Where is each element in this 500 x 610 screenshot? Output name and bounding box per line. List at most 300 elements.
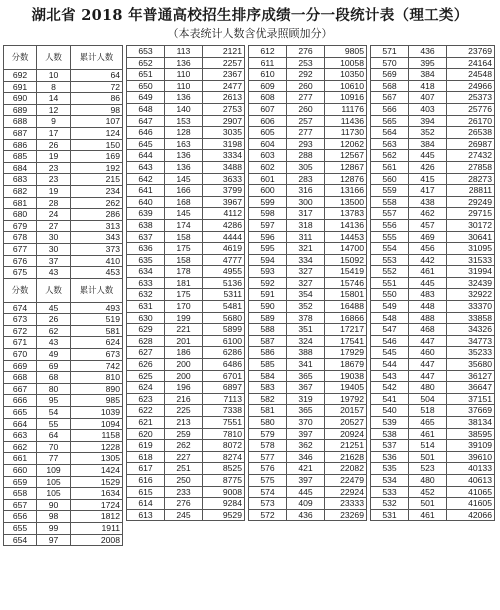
table-row — [371, 138, 495, 150]
cumulative-cell: 11176 — [325, 103, 367, 115]
score-cell: 591 — [249, 289, 287, 301]
cumulative-cell: 25373 — [447, 92, 495, 104]
table-row — [249, 498, 367, 510]
score-cell: 617 — [127, 463, 165, 475]
score-cell: 633 — [127, 277, 165, 289]
table-row — [4, 465, 123, 477]
score-cell: 613 — [127, 509, 165, 521]
count-cell: 23 — [37, 162, 71, 174]
score-cell: 619 — [127, 440, 165, 452]
score-cell: 662 — [4, 441, 37, 453]
table-row — [249, 440, 367, 452]
count-cell: 277 — [287, 127, 325, 139]
score-cell: 679 — [4, 220, 37, 232]
cumulative-cell: 累计人数 — [71, 278, 123, 302]
cumulative-cell: 1305 — [71, 453, 123, 465]
score-cell: 535 — [371, 463, 409, 475]
cumulative-cell: 20924 — [325, 428, 367, 440]
cumulative-cell: 35233 — [447, 347, 495, 359]
table-row — [127, 509, 245, 521]
count-cell: 461 — [409, 509, 447, 521]
score-cell: 625 — [127, 370, 165, 382]
cumulative-cell: 14136 — [325, 219, 367, 231]
count-cell: 136 — [165, 92, 203, 104]
cumulative-cell: 98 — [71, 104, 123, 116]
cumulative-cell: 13783 — [325, 208, 367, 220]
score-cell: 675 — [4, 267, 37, 279]
cumulative-cell: 4112 — [203, 208, 245, 220]
table-row — [371, 463, 495, 475]
table-row — [371, 103, 495, 115]
count-cell: 95 — [37, 395, 71, 407]
page-subtitle: （本表统计人数含优录照顾加分） — [167, 27, 333, 40]
cumulative-cell: 1911 — [71, 522, 123, 534]
cumulative-cell: 12867 — [325, 161, 367, 173]
count-cell: 80 — [37, 383, 71, 395]
table-row — [371, 382, 495, 394]
table-row — [127, 498, 245, 510]
table-row — [4, 243, 123, 255]
table-row — [127, 69, 245, 81]
score-cell: 563 — [371, 138, 409, 150]
score-cell: 605 — [249, 127, 287, 139]
table-row — [371, 196, 495, 208]
count-cell: 334 — [287, 254, 325, 266]
cumulative-cell: 581 — [71, 325, 123, 337]
count-cell: 421 — [287, 463, 325, 475]
table-row — [127, 266, 245, 278]
count-cell: 370 — [287, 417, 325, 429]
table-row — [371, 405, 495, 417]
cumulative-cell: 15419 — [325, 266, 367, 278]
cumulative-cell: 10610 — [325, 80, 367, 92]
cumulative-cell: 26170 — [447, 115, 495, 127]
score-cell: 650 — [127, 80, 165, 92]
table-row — [127, 428, 245, 440]
table-row — [249, 57, 367, 69]
table-row — [4, 197, 123, 209]
table-row — [127, 463, 245, 475]
table-row — [249, 451, 367, 463]
count-cell: 311 — [287, 231, 325, 243]
count-cell: 227 — [165, 451, 203, 463]
table-row — [249, 254, 367, 266]
cumulative-cell: 5899 — [203, 324, 245, 336]
cumulative-cell: 169 — [71, 151, 123, 163]
score-cell: 606 — [249, 115, 287, 127]
header-count: 人数 — [37, 46, 71, 70]
cumulative-cell: 9805 — [325, 46, 367, 58]
count-cell: 300 — [287, 196, 325, 208]
table-row — [371, 301, 495, 313]
table-row — [127, 254, 245, 266]
cumulative-cell: 37151 — [447, 393, 495, 405]
cumulative-cell: 4444 — [203, 231, 245, 243]
score-cell: 680 — [4, 209, 37, 221]
count-cell: 140 — [165, 103, 203, 115]
count-cell: 488 — [409, 312, 447, 324]
count-cell: 260 — [287, 103, 325, 115]
score-cell: 582 — [249, 393, 287, 405]
count-cell: 128 — [165, 127, 203, 139]
score-cell: 593 — [249, 266, 287, 278]
cumulative-cell: 13500 — [325, 196, 367, 208]
cumulative-cell: 40613 — [447, 474, 495, 486]
score-cell: 559 — [371, 185, 409, 197]
table-row — [249, 185, 367, 197]
table-row — [4, 488, 123, 500]
count-cell: 445 — [409, 277, 447, 289]
count-cell: 17 — [37, 127, 71, 139]
cumulative-cell: 343 — [71, 232, 123, 244]
table-row — [4, 151, 123, 163]
count-cell: 69 — [37, 360, 71, 372]
score-cell: 651 — [127, 69, 165, 81]
cumulative-cell: 27858 — [447, 161, 495, 173]
count-cell: 136 — [165, 161, 203, 173]
count-cell: 460 — [409, 347, 447, 359]
cumulative-cell: 13166 — [325, 185, 367, 197]
count-cell: 181 — [165, 277, 203, 289]
count-cell: 341 — [287, 359, 325, 371]
score-cell: 620 — [127, 428, 165, 440]
cumulative-cell: 1724 — [71, 499, 123, 511]
score-cell: 663 — [4, 430, 37, 442]
score-cell: 638 — [127, 219, 165, 231]
count-cell: 260 — [287, 80, 325, 92]
table-row — [127, 115, 245, 127]
count-cell: 55 — [37, 418, 71, 430]
count-cell: 319 — [287, 393, 325, 405]
table-row — [4, 81, 123, 93]
score-cell: 623 — [127, 393, 165, 405]
table-row — [249, 289, 367, 301]
table-row — [371, 486, 495, 498]
count-cell: 378 — [287, 312, 325, 324]
count-cell: 501 — [409, 498, 447, 510]
count-cell: 253 — [287, 57, 325, 69]
score-cell: 642 — [127, 173, 165, 185]
table-row — [4, 314, 123, 326]
table-row — [4, 325, 123, 337]
cumulative-cell: 493 — [71, 302, 123, 314]
cumulative-cell: 26987 — [447, 138, 495, 150]
table-row — [249, 46, 367, 58]
cumulative-cell: 3967 — [203, 196, 245, 208]
count-cell: 145 — [165, 208, 203, 220]
score-cell: 592 — [249, 277, 287, 289]
score-cell: 557 — [371, 208, 409, 220]
table-row — [249, 277, 367, 289]
score-cell: 678 — [4, 232, 37, 244]
table-row — [127, 127, 245, 139]
count-cell: 462 — [409, 208, 447, 220]
table-row — [4, 116, 123, 128]
cumulative-cell: 38595 — [447, 428, 495, 440]
table-row — [371, 428, 495, 440]
header-cumulative: 累计人数 — [71, 46, 123, 70]
cumulative-cell: 107 — [71, 116, 123, 128]
cumulative-cell: 31533 — [447, 254, 495, 266]
score-cell: 576 — [249, 463, 287, 475]
table-row — [371, 150, 495, 162]
score-cell: 683 — [4, 174, 37, 186]
score-cell: 687 — [4, 127, 37, 139]
cumulative-cell: 29249 — [447, 196, 495, 208]
cumulative-cell: 12567 — [325, 150, 367, 162]
count-cell: 262 — [165, 440, 203, 452]
cumulative-cell: 192 — [71, 162, 123, 174]
cumulative-cell: 5680 — [203, 312, 245, 324]
cumulative-cell: 21251 — [325, 440, 367, 452]
count-cell: 37 — [37, 255, 71, 267]
table-row — [371, 92, 495, 104]
score-cell: 686 — [4, 139, 37, 151]
cumulative-cell: 1529 — [71, 476, 123, 488]
score-cell: 533 — [371, 486, 409, 498]
count-cell: 504 — [409, 393, 447, 405]
table-row — [4, 407, 123, 419]
score-cell: 649 — [127, 92, 165, 104]
score-cell: 621 — [127, 417, 165, 429]
count-cell: 27 — [37, 220, 71, 232]
header-row — [4, 46, 123, 70]
count-cell: 327 — [287, 277, 325, 289]
score-cell: 552 — [371, 266, 409, 278]
score-cell: 540 — [371, 405, 409, 417]
table-row — [249, 405, 367, 417]
cumulative-cell: 8274 — [203, 451, 245, 463]
count-cell: 9 — [37, 116, 71, 128]
count-cell: 483 — [409, 289, 447, 301]
count-cell: 225 — [165, 405, 203, 417]
count-cell: 324 — [287, 335, 325, 347]
count-cell: 426 — [409, 161, 447, 173]
table-row — [127, 440, 245, 452]
count-cell: 461 — [409, 428, 447, 440]
score-cell: 532 — [371, 498, 409, 510]
cumulative-cell: 985 — [71, 395, 123, 407]
score-cell: 640 — [127, 196, 165, 208]
table-row — [127, 324, 245, 336]
count-cell: 105 — [37, 476, 71, 488]
table-row — [127, 451, 245, 463]
cumulative-cell: 35680 — [447, 359, 495, 371]
cumulative-cell: 23769 — [447, 46, 495, 58]
score-cell: 631 — [127, 301, 165, 313]
score-cell: 641 — [127, 185, 165, 197]
cumulative-cell: 9529 — [203, 509, 245, 521]
table-row — [249, 92, 367, 104]
table-row — [4, 174, 123, 186]
cumulative-cell: 742 — [71, 360, 123, 372]
table-row — [249, 127, 367, 139]
table-row — [371, 498, 495, 510]
cumulative-cell: 32439 — [447, 277, 495, 289]
score-cell: 542 — [371, 382, 409, 394]
table-row — [127, 301, 245, 313]
cumulative-cell: 16866 — [325, 312, 367, 324]
table-row — [4, 232, 123, 244]
table-row — [4, 337, 123, 349]
score-cell: 543 — [371, 370, 409, 382]
score-cell: 614 — [127, 498, 165, 510]
cumulative-cell: 3633 — [203, 173, 245, 185]
score-cell: 643 — [127, 161, 165, 173]
score-cell: 682 — [4, 185, 37, 197]
cumulative-cell: 1094 — [71, 418, 123, 430]
score-cell: 587 — [249, 335, 287, 347]
cumulative-cell: 2753 — [203, 103, 245, 115]
score-cell: 571 — [371, 46, 409, 58]
score-cell: 562 — [371, 150, 409, 162]
count-cell: 316 — [287, 185, 325, 197]
count-cell: 442 — [409, 254, 447, 266]
score-cell: 656 — [4, 511, 37, 523]
cumulative-cell: 1039 — [71, 407, 123, 419]
table-row — [4, 93, 123, 105]
count-cell: 158 — [165, 254, 203, 266]
table-row — [249, 69, 367, 81]
score-cell: 654 — [4, 534, 37, 546]
score-cell: 691 — [4, 81, 37, 93]
cumulative-cell: 64 — [71, 70, 123, 82]
score-cell: 673 — [4, 314, 37, 326]
table-row — [371, 161, 495, 173]
cumulative-cell: 37669 — [447, 405, 495, 417]
table-row — [4, 383, 123, 395]
cumulative-cell: 39109 — [447, 440, 495, 452]
cumulative-cell: 40133 — [447, 463, 495, 475]
score-cell: 690 — [4, 93, 37, 105]
cumulative-cell: 24966 — [447, 80, 495, 92]
score-cell: 580 — [249, 417, 287, 429]
table-row — [249, 428, 367, 440]
score-cell: 584 — [249, 370, 287, 382]
count-cell: 250 — [165, 474, 203, 486]
score-cell: 684 — [4, 162, 37, 174]
cumulative-cell: 20157 — [325, 405, 367, 417]
count-cell: 447 — [409, 359, 447, 371]
table-row — [4, 139, 123, 151]
count-cell: 110 — [165, 80, 203, 92]
count-cell: 200 — [165, 359, 203, 371]
score-cell: 555 — [371, 231, 409, 243]
count-cell: 68 — [37, 372, 71, 384]
cumulative-cell: 2257 — [203, 57, 245, 69]
score-cell: 604 — [249, 138, 287, 150]
table-row — [371, 46, 495, 58]
table-row — [4, 372, 123, 384]
cumulative-cell: 6486 — [203, 359, 245, 371]
score-cell: 653 — [127, 46, 165, 58]
count-cell: 174 — [165, 219, 203, 231]
count-cell: 136 — [165, 57, 203, 69]
table-row — [249, 324, 367, 336]
table-row — [371, 57, 495, 69]
cumulative-cell: 6100 — [203, 335, 245, 347]
cumulative-cell: 19038 — [325, 370, 367, 382]
table-row — [4, 349, 123, 361]
count-cell: 445 — [287, 486, 325, 498]
cumulative-cell: 31095 — [447, 243, 495, 255]
count-cell: 277 — [287, 92, 325, 104]
table-row — [249, 417, 367, 429]
cumulative-cell: 9008 — [203, 486, 245, 498]
table-row — [371, 208, 495, 220]
table-row — [4, 127, 123, 139]
table-row — [371, 359, 495, 371]
table-row — [127, 370, 245, 382]
table-row — [127, 173, 245, 185]
cumulative-cell: 11436 — [325, 115, 367, 127]
count-cell: 28 — [37, 197, 71, 209]
count-cell: 384 — [409, 69, 447, 81]
cumulative-cell: 30641 — [447, 231, 495, 243]
table-row — [371, 324, 495, 336]
count-cell: 178 — [165, 266, 203, 278]
cumulative-cell: 15092 — [325, 254, 367, 266]
count-cell: 293 — [287, 138, 325, 150]
score-cell: 658 — [4, 488, 37, 500]
count-cell: 105 — [37, 488, 71, 500]
score-cell: 594 — [249, 254, 287, 266]
score-cell: 671 — [4, 337, 37, 349]
cumulative-cell: 33370 — [447, 301, 495, 313]
score-cell: 558 — [371, 196, 409, 208]
score-cell: 639 — [127, 208, 165, 220]
score-cell: 647 — [127, 115, 165, 127]
cumulative-cell: 7810 — [203, 428, 245, 440]
cumulative-cell: 19405 — [325, 382, 367, 394]
score-cell: 664 — [4, 418, 37, 430]
count-cell: 318 — [287, 219, 325, 231]
count-cell: 97 — [37, 534, 71, 546]
score-cell: 561 — [371, 161, 409, 173]
count-cell: 292 — [287, 69, 325, 81]
score-cell: 600 — [249, 185, 287, 197]
score-cell: 669 — [4, 360, 37, 372]
score-cell: 688 — [4, 116, 37, 128]
table-row — [371, 440, 495, 452]
cumulative-cell: 25776 — [447, 103, 495, 115]
count-cell: 395 — [409, 57, 447, 69]
table-row — [249, 474, 367, 486]
count-cell: 317 — [287, 208, 325, 220]
score-cell: 610 — [249, 69, 287, 81]
cumulative-cell: 2367 — [203, 69, 245, 81]
count-cell: 276 — [165, 498, 203, 510]
cumulative-cell: 1812 — [71, 511, 123, 523]
table-row — [249, 509, 367, 521]
table-row — [127, 486, 245, 498]
cumulative-cell: 8072 — [203, 440, 245, 452]
count-cell: 64 — [37, 430, 71, 442]
table-row — [4, 395, 123, 407]
score-cell: 632 — [127, 289, 165, 301]
count-cell: 113 — [165, 46, 203, 58]
cumulative-cell: 22924 — [325, 486, 367, 498]
table-row — [249, 161, 367, 173]
cumulative-cell: 28811 — [447, 185, 495, 197]
score-cell: 581 — [249, 405, 287, 417]
count-cell: 221 — [165, 324, 203, 336]
table-row — [127, 46, 245, 58]
table-row — [127, 138, 245, 150]
table-row — [4, 185, 123, 197]
table-row — [371, 266, 495, 278]
cumulative-cell: 29715 — [447, 208, 495, 220]
